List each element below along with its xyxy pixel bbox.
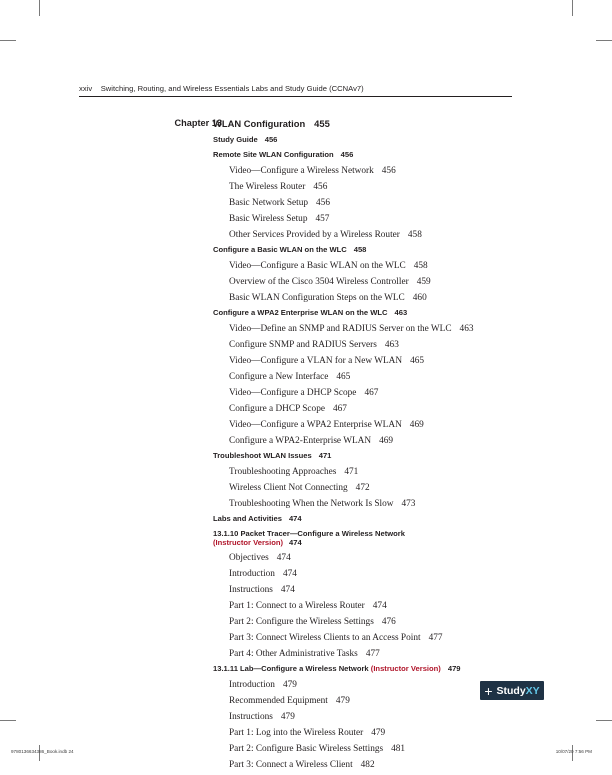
page-ref: 474 <box>280 585 295 595</box>
section-label: Labs and Activities <box>213 514 282 523</box>
crop-mark <box>596 40 612 41</box>
page-ref: 458 <box>353 245 367 254</box>
toc-entry <box>213 260 513 276</box>
section-label: Configure a WPA2 Enterprise WLAN on the WLC <box>213 308 388 317</box>
entry-label: Part 4: Other Administrative Tasks <box>229 649 358 659</box>
instructor-version-label: (Instructor Version) <box>370 664 441 673</box>
lab-title: 13.1.10 Packet Tracer—Configure a Wireless Network <box>213 529 405 538</box>
entry-label: Recommended Equipment <box>229 696 328 706</box>
table-of-contents <box>213 118 513 775</box>
page-ref: 479 <box>282 680 297 690</box>
toc-entry <box>213 292 513 308</box>
entry-label: Video—Configure a Wireless Network <box>229 166 374 176</box>
section-label: Troubleshoot WLAN Issues <box>213 451 312 460</box>
page-ref: 467 <box>332 404 347 414</box>
toc-entry <box>213 323 513 339</box>
entry-label: Objectives <box>229 553 269 563</box>
print-slug-timestamp: 10/07/20 7:56 PM <box>555 749 592 754</box>
book-title: Switching, Routing, and Wireless Essentials Labs and Study Guide (CCNAv7) <box>100 84 364 93</box>
entry-label: Troubleshooting When the Network Is Slow <box>229 499 394 509</box>
page-ref: 479 <box>280 712 295 722</box>
entry-label: Part 2: Configure Basic Wireless Settings <box>229 744 384 754</box>
toc-section-labs <box>213 514 513 529</box>
toc-entry <box>213 371 513 387</box>
page-ref: 456 <box>313 182 328 192</box>
toc-entry <box>213 403 513 419</box>
toc-entry <box>213 600 513 616</box>
page-ref: 458 <box>407 230 422 240</box>
page-ref: 460 <box>412 293 427 303</box>
page-ref: 456 <box>264 135 278 144</box>
instructor-version-label: (Instructor Version) <box>213 538 284 547</box>
page-ref: 463 <box>459 324 474 334</box>
entry-label: Configure a New Interface <box>229 372 329 382</box>
running-header <box>79 84 512 93</box>
section-label: Remote Site WLAN Configuration <box>213 150 334 159</box>
toc-entry <box>213 165 513 181</box>
crop-mark <box>39 0 40 16</box>
page-ref: 456 <box>381 166 396 176</box>
header-rule <box>79 96 512 97</box>
toc-entry <box>213 584 513 600</box>
page-ref: 457 <box>315 214 330 224</box>
page-ref: 471 <box>344 467 359 477</box>
page-ref: 458 <box>413 261 428 271</box>
page-ref: 469 <box>379 436 394 446</box>
section-label: Study Guide <box>213 135 258 144</box>
toc-entry <box>213 743 513 759</box>
toc-entry <box>213 339 513 355</box>
logo-study-text: Study <box>496 684 526 697</box>
toc-entry <box>213 229 513 245</box>
entry-label: Basic Network Setup <box>229 198 309 208</box>
plus-icon: + <box>484 682 493 699</box>
page-ref: 473 <box>401 499 416 509</box>
page-ref: 469 <box>409 420 424 430</box>
toc-entry <box>213 727 513 743</box>
logo-xy-text: XY <box>525 684 540 697</box>
entry-label: Instructions <box>229 585 273 595</box>
entry-label: Wireless Client Not Connecting <box>229 483 348 493</box>
page-ref: 455 <box>314 118 330 129</box>
entry-label: Overview of the Cisco 3504 Wireless Controller <box>229 277 409 287</box>
crop-mark <box>572 0 573 16</box>
page-ref: 482 <box>360 760 375 770</box>
entry-label: Video—Configure a WPA2 Enterprise WLAN <box>229 420 402 430</box>
entry-label: Basic WLAN Configuration Steps on the WLC <box>229 293 405 303</box>
chapter-title <box>213 118 513 135</box>
toc-entry <box>213 711 513 727</box>
page-ref: 463 <box>384 340 399 350</box>
entry-label: Configure SNMP and RADIUS Servers <box>229 340 377 350</box>
entry-label: Instructions <box>229 712 273 722</box>
toc-entry <box>213 276 513 292</box>
entry-label: The Wireless Router <box>229 182 306 192</box>
section-label: Configure a Basic WLAN on the WLC <box>213 245 347 254</box>
page-ref: 481 <box>391 744 406 754</box>
page-ref: 474 <box>289 538 302 547</box>
entry-label: Part 3: Connect Wireless Clients to an Access Point <box>229 633 421 643</box>
toc-entry <box>213 197 513 213</box>
toc-entry <box>213 616 513 632</box>
toc-lab-wireless-network <box>213 664 513 679</box>
page-ref: 479 <box>447 664 461 673</box>
toc-entry <box>213 695 513 711</box>
lab-title: 13.1.11 Lab—Configure a Wireless Network <box>213 664 369 673</box>
page-ref: 459 <box>416 277 431 287</box>
page-ref: 472 <box>355 483 370 493</box>
page-ref: 474 <box>372 601 387 611</box>
entry-label: Video—Define an SNMP and RADIUS Server on the WLC <box>229 324 452 334</box>
entry-label: Introduction <box>229 680 275 690</box>
entry-label: Part 1: Connect to a Wireless Router <box>229 601 365 611</box>
crop-mark <box>596 720 612 721</box>
toc-section-study-guide <box>213 135 513 150</box>
entry-label: Introduction <box>229 569 275 579</box>
toc-section-basic-wlan <box>213 245 513 260</box>
toc-entry <box>213 759 513 775</box>
studyxy-logo <box>480 681 544 700</box>
entry-label: Video—Configure a VLAN for a New WLAN <box>229 356 403 366</box>
entry-label: Video—Configure a DHCP Scope <box>229 388 357 398</box>
page-ref: 471 <box>318 451 332 460</box>
toc-entry <box>213 466 513 482</box>
toc-entry <box>213 387 513 403</box>
page-ref: 477 <box>428 633 443 643</box>
toc-entry <box>213 419 513 435</box>
entry-label: Part 2: Configure the Wireless Settings <box>229 617 374 627</box>
entry-label: Configure a DHCP Scope <box>229 404 325 414</box>
toc-entry <box>213 482 513 498</box>
toc-entry <box>213 498 513 514</box>
entry-label: Part 1: Log into the Wireless Router <box>229 728 364 738</box>
crop-mark <box>0 40 16 41</box>
page-ref: 474 <box>282 569 297 579</box>
toc-entry <box>213 355 513 371</box>
page-ref: 474 <box>276 553 291 563</box>
page-number: xxiv <box>79 84 93 93</box>
toc-entry <box>213 648 513 664</box>
print-slug-file: 9780136634386_Book.indb 24 <box>11 749 74 754</box>
entry-label: Video—Configure a Basic WLAN on the WLC <box>229 261 406 271</box>
toc-entry <box>213 568 513 584</box>
toc-entry <box>213 181 513 197</box>
page-ref: 465 <box>410 356 425 366</box>
entry-label: Configure a WPA2-Enterprise WLAN <box>229 436 372 446</box>
chapter-title-text: WLAN Configuration <box>213 118 306 129</box>
page-ref: 456 <box>316 198 330 208</box>
toc-section-troubleshoot <box>213 451 513 466</box>
toc-entry <box>213 213 513 229</box>
crop-mark <box>0 720 16 721</box>
chapter-label: Chapter 13 <box>174 118 222 128</box>
page-ref: 474 <box>288 514 302 523</box>
entry-label: Basic Wireless Setup <box>229 214 308 224</box>
page-ref: 463 <box>394 308 408 317</box>
page-ref: 465 <box>336 372 351 382</box>
page-ref: 476 <box>381 617 396 627</box>
toc-entry <box>213 435 513 451</box>
page-ref: 477 <box>365 649 380 659</box>
page-ref: 456 <box>340 150 354 159</box>
page-ref: 479 <box>371 728 386 738</box>
toc-entry <box>213 552 513 568</box>
toc-lab-packet-tracer <box>213 529 513 552</box>
toc-entry <box>213 632 513 648</box>
entry-label: Part 3: Connect a Wireless Client <box>229 760 353 770</box>
page-ref: 479 <box>335 696 350 706</box>
toc-section-wpa2-wlan <box>213 308 513 323</box>
entry-label: Other Services Provided by a Wireless Router <box>229 230 400 240</box>
entry-label: Troubleshooting Approaches <box>229 467 337 477</box>
page-ref: 467 <box>364 388 379 398</box>
toc-section-remote-site <box>213 150 513 165</box>
